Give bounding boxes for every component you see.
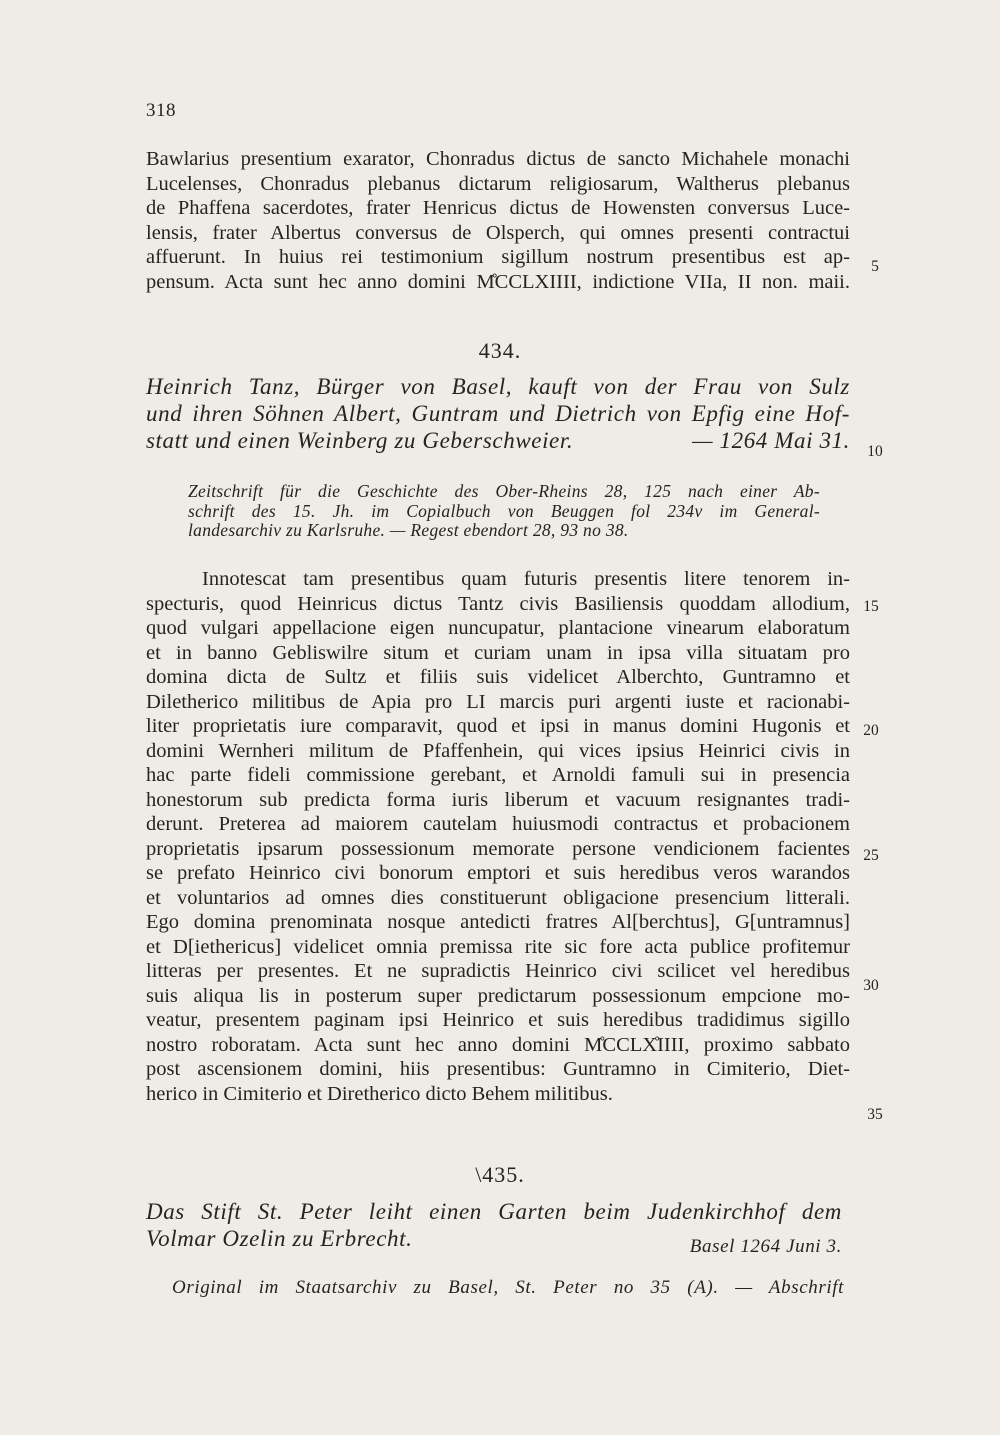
- text-line: et voluntarios ad omnes dies constituerunt obligacione presencium litterali.: [146, 886, 850, 909]
- page-number: 318: [146, 100, 176, 121]
- line-number: 20: [863, 722, 879, 739]
- text-line: specturis, quod Heinricus dictus Tantz civis Basiliensis quoddam allodium,: [146, 592, 850, 615]
- text-line: derunt. Preterea ad maiorem cautelam huiusmodi contractus et probacionem: [146, 813, 850, 835]
- entry-number-435: \435.: [475, 1162, 525, 1187]
- text-line: se prefato Heinrico civi bonorum emptori et suis heredibus veros warandos: [146, 862, 850, 884]
- line-number: 35: [867, 1106, 883, 1123]
- heading-line: Heinrich Tanz, Bürger von Basel, kauft von der Frau von Sulz: [146, 374, 850, 399]
- text-line: veatur, presentem paginam ipsi Heinrico et suis heredibus tradidimus sigillo: [146, 1009, 850, 1031]
- text-line: herico in Cimiterio et Diretherico dicto Behem militibus.: [146, 1082, 613, 1105]
- intro-paragraph: [146, 147, 850, 294]
- text-line: quod vulgari appellacione eigen nuncupatur, plantacione vinearum elaboratum: [146, 617, 850, 639]
- text-line: liter proprietatis iure comparavit, quod et ipsi in manus domini Hugonis et: [146, 715, 850, 737]
- text-line: hac parte fideli commissione gerebant, et Arnoldi famuli sui in presencia: [146, 764, 850, 786]
- text-line: honestorum sub predicta forma iuris liberum et vacuum resignantes tradi-: [146, 788, 850, 811]
- text-line: lensis, frater Albertus conversus de Olsperch, qui omnes presenti contractui: [146, 221, 850, 244]
- text-line: et D[iethericus] videlicet omnia premissa rite sic fore acta publice profitemur: [146, 935, 850, 958]
- text-line: post ascensionem domini, hiis presentibus: Guntramno in Cimiterio, Diet-: [146, 1058, 850, 1080]
- entry-434-body: [146, 567, 850, 1106]
- heading-line-last: [146, 1225, 842, 1257]
- text-line: domini Wernheri militum de Pfaffenhein, qui vices ipsius Heinrici civis in: [146, 739, 850, 762]
- text-line: Lucelenses, Chonradus plebanus dictarum religiosarum, Waltherus plebanus: [146, 172, 850, 195]
- heading-line: Volmar Ozelin zu Erbrecht.: [146, 1226, 413, 1251]
- heading-line: statt und einen Weinberg zu Geberschweier.: [146, 428, 574, 453]
- heading-line: und ihren Söhnen Albert, Guntram und Dietrich von Epfig eine Hof-: [146, 401, 850, 426]
- source-line: Zeitschrift für die Geschichte des Ober-Rheins 28, 125 nach einer Ab-: [188, 481, 820, 501]
- line-number: 10: [867, 443, 883, 460]
- line-number: 30: [863, 977, 879, 994]
- text-line: domina dicta de Sultz et filiis suis videlicet Alberchto, Guntramno et: [146, 666, 850, 688]
- entry-435-date: Basel 1264 Juni 3.: [689, 1236, 842, 1257]
- entry-435-source: Original im Staatsarchiv zu Basel, St. Peter no 35 (A). — Abschrift: [172, 1277, 844, 1298]
- line-number: 25: [863, 847, 879, 864]
- text-line: litteras per presentes. Et ne supradictis Heinrico civi scilicet vel heredibus: [146, 960, 850, 982]
- heading-line-last: [146, 427, 850, 454]
- line-number: 15: [863, 598, 879, 615]
- text-line: affuerunt. In huius rei testimonium sigillum nostrum presentibus est ap-: [146, 246, 850, 268]
- entry-number-434: 434.: [478, 338, 522, 363]
- text-line: et in banno Gebliswilre situm et curiam unam in ipsa villa situatam pro: [146, 641, 850, 664]
- entry-435-heading: [146, 1198, 842, 1257]
- source-line: landesarchiv zu Karlsruhe. — Regest ebendort 28, 93 no 38.: [188, 520, 629, 540]
- text-line: nostro roboratam. Acta sunt hec anno domini M̊CCLX̊IIII, proximo sabbato: [146, 1033, 850, 1056]
- text-line: de Phaffena sacerdotes, frater Henricus dictus de Howensten conversus Luce-: [146, 197, 850, 219]
- text-line: Ego domina prenominata nosque antedicti fratres Al[berchtus], G[untramnus]: [146, 911, 850, 933]
- heading-line: Das Stift St. Peter leiht einen Garten beim Judenkirchhof dem: [146, 1199, 842, 1224]
- text-line: proprietatis ipsarum possessionum memorate persone vendicionem facientes: [146, 837, 850, 860]
- line-number: 5: [871, 258, 879, 275]
- text-line: suis aliqua lis in posterum super predictarum possessionum empcione mo-: [146, 984, 850, 1007]
- entry-434-heading: [146, 373, 850, 454]
- text-line: Bawlarius presentium exarator, Chonradus dictus de sancto Michahele monachi: [146, 148, 850, 170]
- text-line: Diletherico militibus de Apia pro LI marcis puri argenti iuste et racionabi-: [146, 690, 850, 713]
- entry-434-date: — 1264 Mai 31.: [692, 428, 850, 453]
- text-line: Innotescat tam presentibus quam futuris presentis litere tenorem in-: [202, 568, 850, 590]
- source-line: schrift des 15. Jh. im Copialbuch von Beuggen fol 234v im General-: [188, 500, 820, 521]
- text-line: pensum. Acta sunt hec anno domini M̊CCLXIIII, indictione VIIa, II non. maii.: [146, 270, 850, 293]
- entry-434-source: [188, 482, 820, 541]
